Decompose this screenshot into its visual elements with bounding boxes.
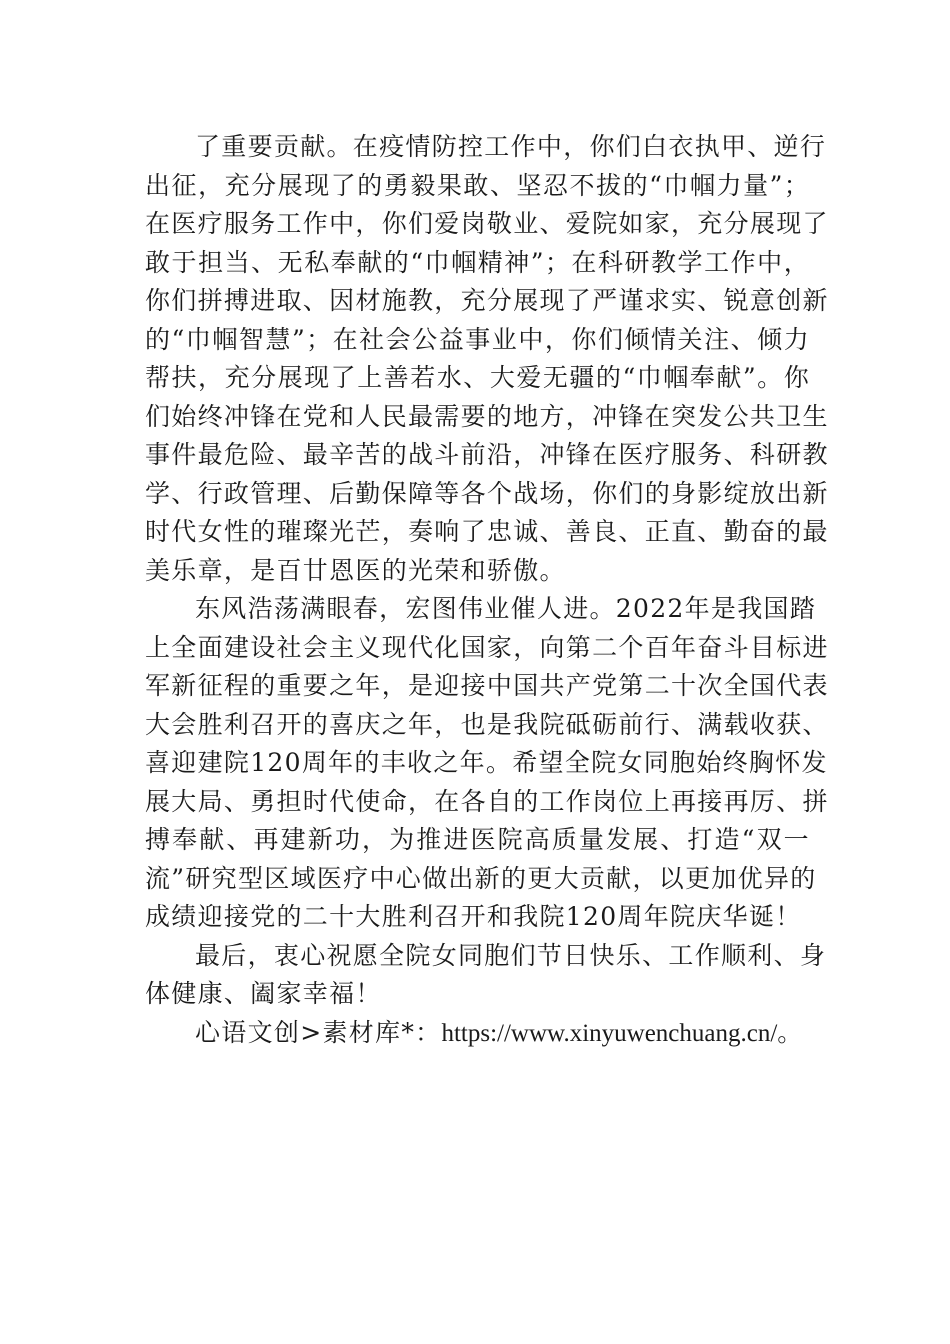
footer-prefix: 心语文创>素材库*： (195, 1017, 442, 1047)
text-line: 喜迎建院120周年的丰收之年。希望全院女同胞始终胸怀发 (145, 748, 828, 777)
text-line: 搏奉献、再建新功，为推进医院高质量发展、打造“双一 (145, 825, 810, 854)
footer-suffix: 。 (777, 1017, 804, 1047)
text-line: 流”研究型区域医疗中心做出新的更大贡献，以更加优异的 (145, 863, 817, 893)
text-line: 事件最危险、最辛苦的战斗前沿，冲锋在医疗服务、科研教 (145, 440, 829, 469)
text-line: 的“巾帼智慧”；在社会公益事业中，你们倾情关注、倾力 (145, 324, 810, 354)
text-line: 了重要贡献。在疫情防控工作中，你们白衣执甲、逆行 (195, 132, 827, 161)
text-line: 出征，充分展现了的勇毅果敢、坚忍不拔的“巾帼力量”； (145, 170, 810, 200)
text-line: 上全面建设社会主义现代化国家，向第二个百年奋斗目标进 (145, 632, 829, 662)
text-line: 帮扶，充分展现了上善若水、大爱无疆的“巾帼奉献”。你 (145, 363, 810, 392)
text-line: 学、行政管理、后勤保障等各个战场，你们的身影绽放出新 (145, 478, 829, 508)
text-line: 成绩迎接党的二十大胜利召开和我院120周年院庆华诞！ (145, 902, 802, 931)
paragraph (145, 937, 827, 1014)
footer-source (145, 1014, 810, 1053)
text-line: 美乐章，是百廿恩医的光荣和骄傲。 (145, 555, 566, 585)
paragraph (145, 590, 829, 937)
text-line: 展大局、勇担时代使命，在各自的工作岗位上再接再厉、拼 (145, 786, 829, 816)
footer-line (145, 1014, 810, 1053)
text-line: 体健康、阖家幸福！ (145, 979, 382, 1008)
text-line: 最后，衷心祝愿全院女同胞们节日快乐、工作顺利、身 (195, 940, 827, 970)
text-line: 大会胜利召开的喜庆之年，也是我院砥砺前行、满载收获、 (145, 709, 829, 739)
source-link[interactable]: https://www.xinyuwenchuang.cn/ (441, 1019, 778, 1047)
text-line: 东风浩荡满眼春，宏图伟业催人进。2022年是我国踏 (195, 594, 817, 623)
text-line: 在医疗服务工作中，你们爱岗敬业、爱院如家，充分展现了 (145, 209, 829, 238)
paragraph (145, 128, 829, 590)
text-line: 敢于担当、无私奉献的“巾帼精神”；在科研教学工作中， (145, 247, 810, 277)
text-line: 们始终冲锋在党和人民最需要的地方，冲锋在突发公共卫生 (145, 401, 829, 431)
document-body (145, 128, 829, 1052)
text-line: 你们拼搏进取、因材施教，充分展现了严谨求实、锐意创新 (145, 286, 829, 315)
text-line: 军新征程的重要之年，是迎接中国共产党第二十次全国代表 (145, 671, 829, 700)
text-line: 时代女性的璀璨光芒，奏响了忠诚、善良、正直、勤奋的最 (145, 517, 829, 546)
